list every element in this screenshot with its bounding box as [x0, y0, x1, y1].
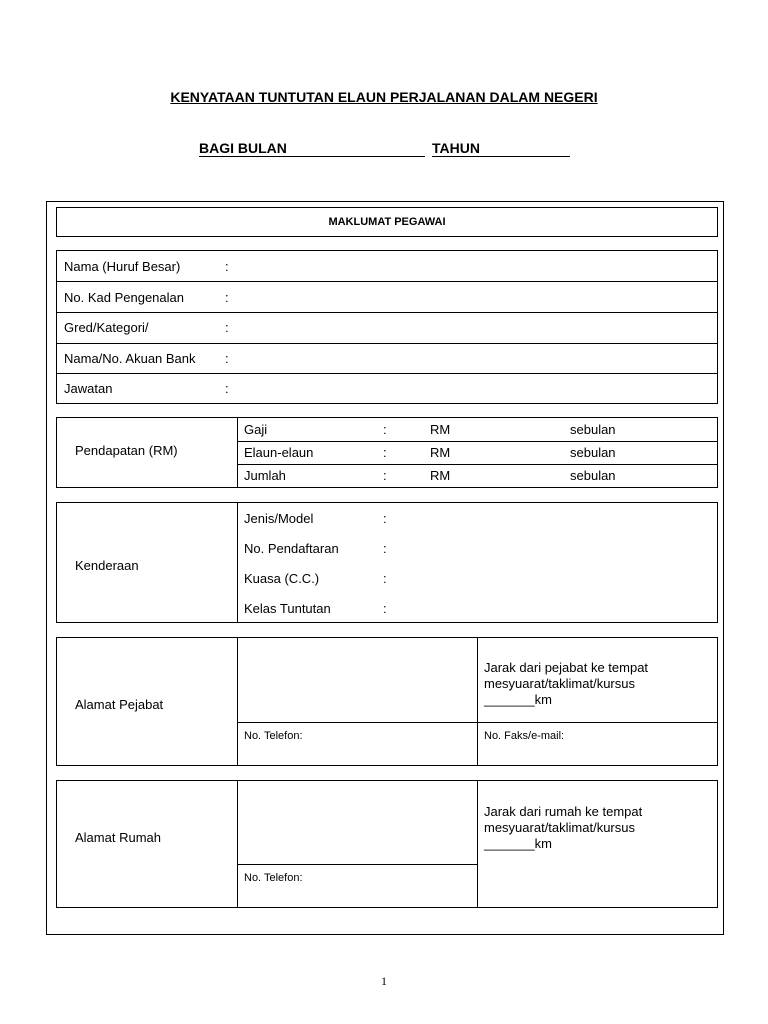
column-divider: [477, 638, 478, 765]
income-label: Pendapatan (RM): [75, 443, 178, 458]
column-divider: [237, 638, 238, 765]
jumlah-amount-field[interactable]: [457, 466, 562, 485]
office-distance-line1: Jarak dari pejabat ke tempat: [484, 660, 649, 675]
period-year-field[interactable]: [432, 140, 570, 157]
kuasa-label: Kuasa (C.C.): [244, 571, 320, 586]
office-address-table: [56, 637, 718, 766]
column-divider: [237, 503, 238, 622]
nama-colon: :: [225, 259, 229, 274]
kuasa-colon: :: [383, 571, 387, 586]
office-phone-label: No. Telefon:: [244, 730, 303, 742]
row-divider: [237, 464, 717, 465]
row-divider: [57, 343, 717, 344]
vehicle-label: Kenderaan: [75, 558, 139, 573]
period-month-label: BAGI BULAN: [199, 140, 287, 156]
gred-label: Gred/Kategori/: [64, 320, 149, 335]
jawatan-label: Jawatan: [64, 381, 113, 396]
column-divider: [237, 781, 238, 907]
jumlah-unit: sebulan: [570, 468, 616, 483]
office-fax-field[interactable]: [582, 726, 712, 746]
akuan-bank-label: Nama/No. Akuan Bank: [64, 351, 196, 366]
office-distance-line2: mesyuarat/taklimat/kursus: [484, 676, 635, 691]
kuasa-field[interactable]: [395, 567, 710, 589]
elaun-unit: sebulan: [570, 445, 616, 460]
row-divider: [57, 312, 717, 313]
row-divider: [57, 373, 717, 374]
maklumat-header: MAKLUMAT PEGAWAI: [328, 216, 446, 228]
office-fax-label: No. Faks/e-mail:: [484, 730, 565, 742]
jumlah-currency: RM: [430, 468, 451, 483]
jawatan-colon: :: [225, 381, 229, 396]
row-divider: [237, 441, 717, 442]
kelas-tuntutan-label: Kelas Tuntutan: [244, 601, 331, 616]
home-phone-field[interactable]: [317, 868, 472, 888]
jenis-model-colon: :: [383, 511, 387, 526]
jumlah-colon: :: [383, 468, 387, 483]
document-title: KENYATAAN TUNTUTAN ELAUN PERJALANAN DALAM NEGERI: [170, 89, 598, 105]
income-table: [56, 417, 718, 488]
period-year-label: TAHUN: [432, 140, 480, 156]
personal-details-table: [56, 250, 718, 404]
gaji-currency: RM: [430, 422, 451, 437]
jumlah-label: Jumlah: [244, 468, 286, 483]
no-pendaftaran-label: No. Pendaftaran: [244, 541, 339, 556]
home-distance-line2: mesyuarat/taklimat/kursus: [484, 820, 635, 835]
maklumat-header-box: [56, 207, 718, 237]
nama-label: Nama (Huruf Besar): [64, 259, 181, 274]
vehicle-table: [56, 502, 718, 623]
akuan-bank-field[interactable]: [237, 346, 707, 372]
kad-pengenalan-field[interactable]: [237, 284, 707, 310]
column-divider: [237, 418, 238, 487]
kad-pengenalan-colon: :: [225, 290, 229, 305]
gaji-amount-field[interactable]: [457, 420, 562, 439]
gred-field[interactable]: [237, 315, 707, 341]
jenis-model-field[interactable]: [395, 507, 710, 529]
elaun-currency: RM: [430, 445, 451, 460]
gaji-colon: :: [383, 422, 387, 437]
jenis-model-label: Jenis/Model: [244, 511, 314, 526]
office-distance-km[interactable]: _______km: [484, 692, 552, 707]
period-month-field[interactable]: [199, 140, 425, 157]
office-label: Alamat Pejabat: [75, 697, 164, 712]
home-label: Alamat Rumah: [75, 830, 161, 845]
no-pendaftaran-colon: :: [383, 541, 387, 556]
row-divider: [57, 281, 717, 282]
jawatan-field[interactable]: [237, 376, 707, 402]
row-divider: [237, 722, 717, 723]
kad-pengenalan-label: No. Kad Pengenalan: [64, 290, 184, 305]
gaji-label: Gaji: [244, 422, 268, 437]
akuan-bank-colon: :: [225, 351, 229, 366]
nama-field[interactable]: [237, 253, 707, 279]
home-phone-label: No. Telefon:: [244, 872, 303, 884]
elaun-colon: :: [383, 445, 387, 460]
kelas-tuntutan-field[interactable]: [395, 597, 710, 619]
home-distance-km[interactable]: _______km: [484, 836, 552, 851]
page-number: 1: [381, 974, 387, 988]
gaji-unit: sebulan: [570, 422, 616, 437]
gred-colon: :: [225, 320, 229, 335]
kelas-tuntutan-colon: :: [383, 601, 387, 616]
home-distance-line1: Jarak dari rumah ke tempat: [484, 804, 643, 819]
elaun-amount-field[interactable]: [457, 443, 562, 462]
elaun-label: Elaun-elaun: [244, 445, 314, 460]
office-phone-field[interactable]: [317, 726, 472, 746]
home-address-field[interactable]: [240, 784, 474, 861]
no-pendaftaran-field[interactable]: [395, 537, 710, 559]
office-address-field[interactable]: [240, 641, 474, 719]
home-address-table: [56, 780, 718, 908]
row-divider: [237, 864, 477, 865]
column-divider: [477, 781, 478, 907]
